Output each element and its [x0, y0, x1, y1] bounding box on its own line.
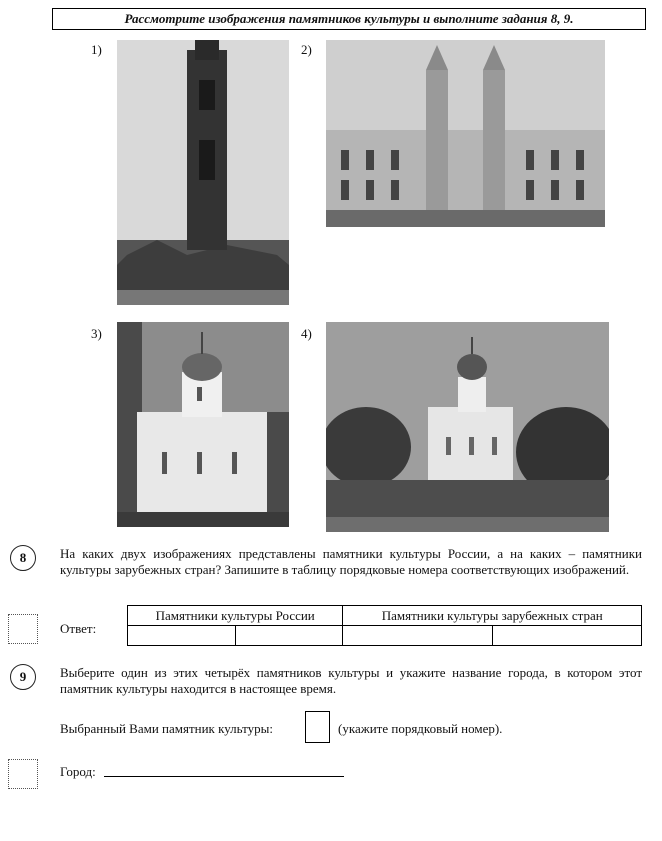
answer-cell-russia-2[interactable]: [235, 626, 343, 646]
chosen-monument-hint: (укажите порядковый номер).: [338, 721, 503, 736]
church-on-river-icon: [326, 322, 609, 532]
image-river-church: [326, 322, 609, 532]
image-belfry: [117, 40, 289, 305]
answer-cell-foreign-2[interactable]: [492, 626, 641, 646]
task-9-number: 9: [10, 664, 36, 690]
task-8-text: На каких двух изображениях представлены памятники культуры России, а на каких – памятники культуры зарубежных стран? Запишите в таблицу порядковые номера соответствующих изображений.: [60, 546, 642, 577]
chosen-monument-label: Выбранный Вами памятник культуры:: [60, 721, 273, 736]
image-number-1: 1): [91, 42, 102, 57]
white-church-icon: [117, 322, 289, 527]
answer-cell-russia-1[interactable]: [128, 626, 236, 646]
image-college: [326, 40, 605, 227]
gothic-college-icon: [326, 40, 605, 227]
russia-column-header: Памятники культуры России: [128, 606, 343, 626]
city-answer-line[interactable]: [104, 776, 344, 777]
task-8-score-box: [8, 614, 38, 644]
answer-cell-foreign-1[interactable]: [343, 626, 492, 646]
foreign-column-header: Памятники культуры зарубежных стран: [343, 606, 642, 626]
belfry-tower-icon: [117, 40, 289, 305]
answer-label: Ответ:: [60, 621, 97, 636]
task-9-score-box: [8, 759, 38, 789]
image-number-2: 2): [301, 42, 312, 57]
city-label: Город:: [60, 764, 96, 779]
answer-table: [127, 605, 642, 646]
image-number-4: 4): [301, 326, 312, 341]
chosen-monument-input[interactable]: [305, 711, 330, 743]
image-white-church: [117, 322, 289, 527]
task-9-text: Выберите один из этих четырёх памятников культуры и укажите название города, в котором этот памятник культуры находится в настоящее время.: [60, 665, 642, 696]
image-number-3: 3): [91, 326, 102, 341]
instructions-header: Рассмотрите изображения памятников культуры и выполните задания 8, 9.: [52, 8, 646, 30]
task-8-number: 8: [10, 545, 36, 571]
